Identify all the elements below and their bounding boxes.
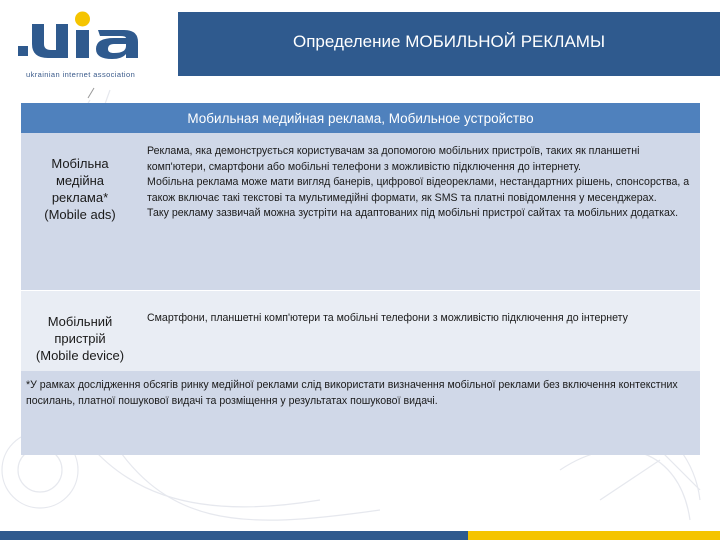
bottom-bar-yellow	[468, 531, 720, 540]
definition-cell	[139, 133, 700, 290]
header-banner	[178, 12, 720, 76]
footnote: *У рамках дослідження обсягів ринку медійної реклами слід використати визначення мобільної реклами без включення контекстних посилань, платної пошукової видачі та розміщення у результатах пошукової видачі.	[21, 371, 700, 455]
definition-cell	[139, 291, 700, 371]
term-line: Мобільний	[47, 314, 113, 329]
table-row	[21, 291, 700, 371]
term-line: (Mobile ads)	[44, 207, 116, 222]
uia-logo	[14, 8, 174, 78]
logo-caption: ukrainian internet association	[26, 70, 136, 79]
definition-paragraph: Реклама, яка демонструється користувачам за допомогою мобільних пристроїв, таких як планшетні комп'ютери, смартфони або мобільні телефони з можливістю підключення до інтернету.	[147, 145, 640, 173]
term-cell	[21, 291, 139, 371]
table-header: Мобильная медийная реклама, Мобильное устройство	[21, 103, 700, 133]
bottom-color-bar	[0, 531, 720, 540]
uia-logo-mark	[14, 8, 174, 68]
definitions-table	[21, 103, 700, 455]
definition-paragraph: Таку рекламу зазвичай можна зустріти на адаптованих під мобільні пристрої сайтах та мобільних додатках.	[147, 207, 679, 219]
definition-paragraph: Смартфони, планшетні комп'ютери та мобільні телефони з можливістю підключення до інтернету	[147, 312, 628, 324]
term-line: Мобільна	[51, 156, 109, 171]
term-line: реклама*	[51, 190, 109, 205]
bottom-bar-blue	[0, 531, 468, 540]
term-line: пристрій	[54, 331, 106, 346]
page-title: Определение МОБИЛЬНОЙ РЕКЛАМЫ	[292, 32, 605, 51]
term-cell	[21, 133, 139, 290]
term-line: медійна	[55, 173, 105, 188]
definition-paragraph: Мобільна реклама може мати вигляд банерів, цифрової відеореклами, нестандартних рішень, спонсорства, а також включає такі текстові та мультимедійні формати, як SMS та платні повідомлення у месенджерах.	[147, 176, 690, 204]
term-line: (Mobile device)	[35, 348, 125, 363]
table-row	[21, 133, 700, 291]
